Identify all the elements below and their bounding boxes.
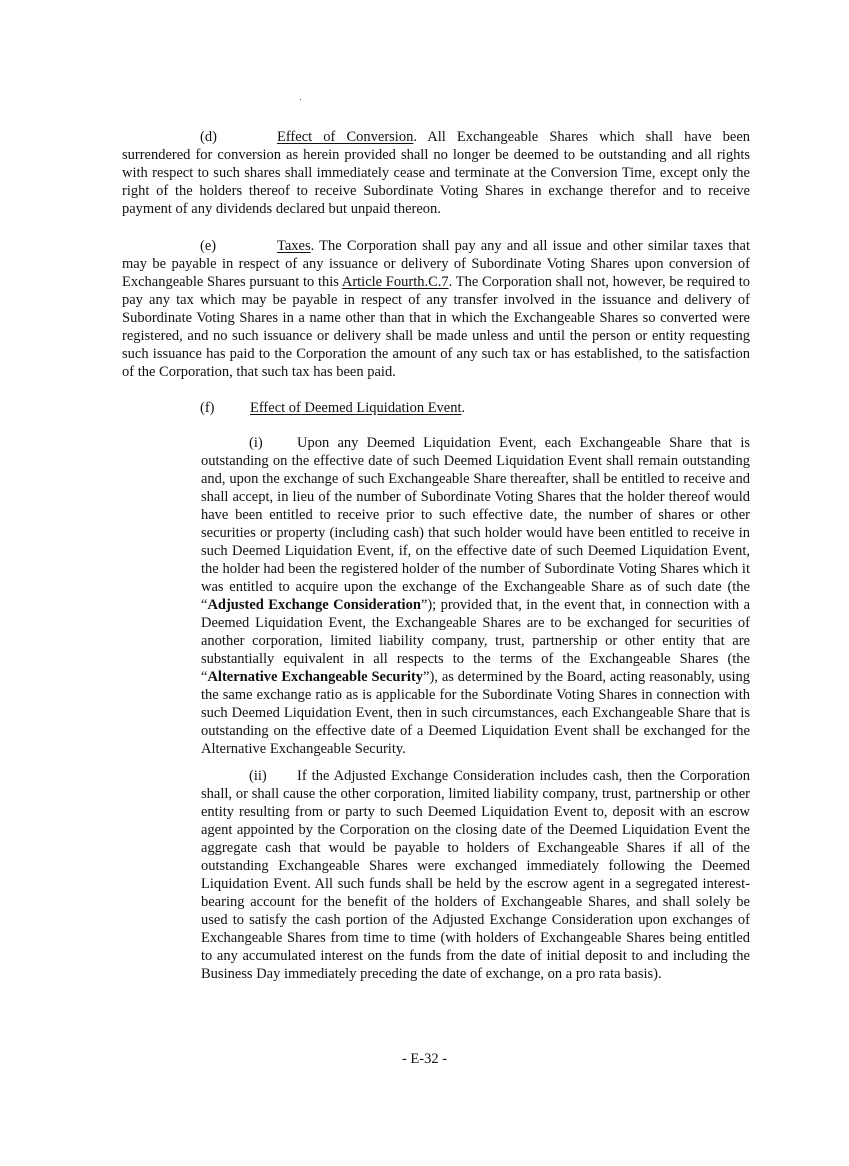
paragraph-f-i-text-3: ”), as determined by the Board, acting reasonably, using the same exchange ratio as is applicable for the Subordinate Voting Shares in connection with such Deemed Liquidation Event, then in such circumstances, each Exchangeable Share that is outstanding on the effective date of a Deemed Liquidation Event shall be exchanged for the Alternative Exchangeable Security.	[201, 669, 750, 757]
defined-term-adjusted-exchange-consideration: Adjusted Exchange Consideration	[207, 597, 421, 613]
paragraph-e-text-1: . The Corporation shall pay any and all issue and other similar taxes that may be payable in respect of any issuance or delivery of Subordinate Voting Shares upon conversion of Exchangeable Shares pursuant to this	[122, 238, 750, 290]
paragraph-d-heading: Effect of Conversion	[277, 129, 414, 145]
paragraph-f-i	[201, 434, 750, 758]
scan-speck	[300, 99, 301, 100]
paragraph-f-heading-line	[200, 399, 465, 417]
paragraph-f-ii-marker: (ii)	[249, 768, 267, 784]
paragraph-f-heading-end: .	[461, 400, 466, 416]
paragraph-f-i-marker: (i)	[249, 435, 263, 451]
paragraph-f-heading: Effect of Deemed Liquidation Event	[250, 400, 462, 416]
paragraph-e	[122, 237, 750, 381]
paragraph-f-i-text-1: Upon any Deemed Liquidation Event, each Exchangeable Share that is outstanding on the effective date of such Deemed Liquidation Event shall remain outstanding and, upon the exchange of such Exchangeable Share thereafter, shall be entitled to receive and shall accept, in lieu of the number of Subordinate Voting Shares that the holder thereof would have been entitled to receive prior to such effective date, the number of shares or other securities or property (including cash) that such holder would have been entitled to receive in such Deemed Liquidation Event, if, on the effective date of such Deemed Liquidation Event, the holder had been the registered holder of the number of Subordinate Voting Shares which it was entitled to acquire upon the exchange of the Exchangeable Share as of such date (the “	[201, 435, 750, 613]
paragraph-f-i-text-2: ”); provided that, in the event that, in connection with a Deemed Liquidation Event, the Exchangeable Shares are to be exchanged for securities of another corporation, limited liability company, trust, partnership or other entity that are substantially equivalent in all respects to the terms of the Exchangeable Shares (the “	[201, 597, 750, 685]
paragraph-d-text: . All Exchangeable Shares which shall have been surrendered for conversion as herein provided shall no longer be deemed to be outstanding and all rights with respect to such shares shall immediately cease and terminate at the Conversion Time, except only the right of the holders thereof to receive Subordinate Voting Shares in exchange therefor and to receive payment of any dividends declared but unpaid thereon.	[122, 129, 751, 217]
article-reference-link[interactable]: Article Fourth.C.7	[341, 274, 449, 290]
paragraph-f-marker: (f)	[200, 400, 215, 416]
paragraph-d-marker: (d)	[200, 129, 217, 145]
paragraph-d	[122, 128, 750, 218]
paragraph-f-ii-text: If the Adjusted Exchange Consideration includes cash, then the Corporation shall, or shall cause the other corporation, limited liability company, trust, partnership or other entity resulting from or party to such Deemed Liquidation Event to, deposit with an escrow agent appointed by the Corporation on the closing date of the Deemed Liquidation Event the aggregate cash that would be payable to holders of Exchangeable Shares if all of the outstanding Exchangeable Shares were exchanged immediately following the Deemed Liquidation Event. All such funds shall be held by the escrow agent in a segregated interest-bearing account for the benefit of the holders of Exchangeable Shares, and shall solely be used to satisfy the cash portion of the Adjusted Exchange Consideration upon exchanges of Exchangeable Shares from time to time (with holders of Exchangeable Shares being entitled to any accumulated interest on the funds from the date of initial deposit to and including the Business Day immediately preceding the date of exchange, on a pro rata basis).	[201, 768, 750, 982]
paragraph-e-text-2: . The Corporation shall not, however, be required to pay any tax which may be payable in respect of any transfer involved in the issuance and delivery of Subordinate Voting Shares in a name other than that in which the Exchangeable Shares so converted were registered, and no such issuance or delivery shall be made unless and until the person or entity requesting such issuance has paid to the Corporation the amount of any such tax or has established, to the satisfaction of the Corporation, that such tax has been paid.	[122, 274, 751, 380]
paragraph-e-marker: (e)	[200, 238, 217, 254]
page-number: - E-32 -	[401, 1051, 448, 1067]
defined-term-alternative-exchangeable-security: Alternative Exchangeable Security	[207, 669, 424, 685]
paragraph-e-heading: Taxes	[277, 238, 311, 254]
paragraph-f-ii	[201, 767, 750, 983]
